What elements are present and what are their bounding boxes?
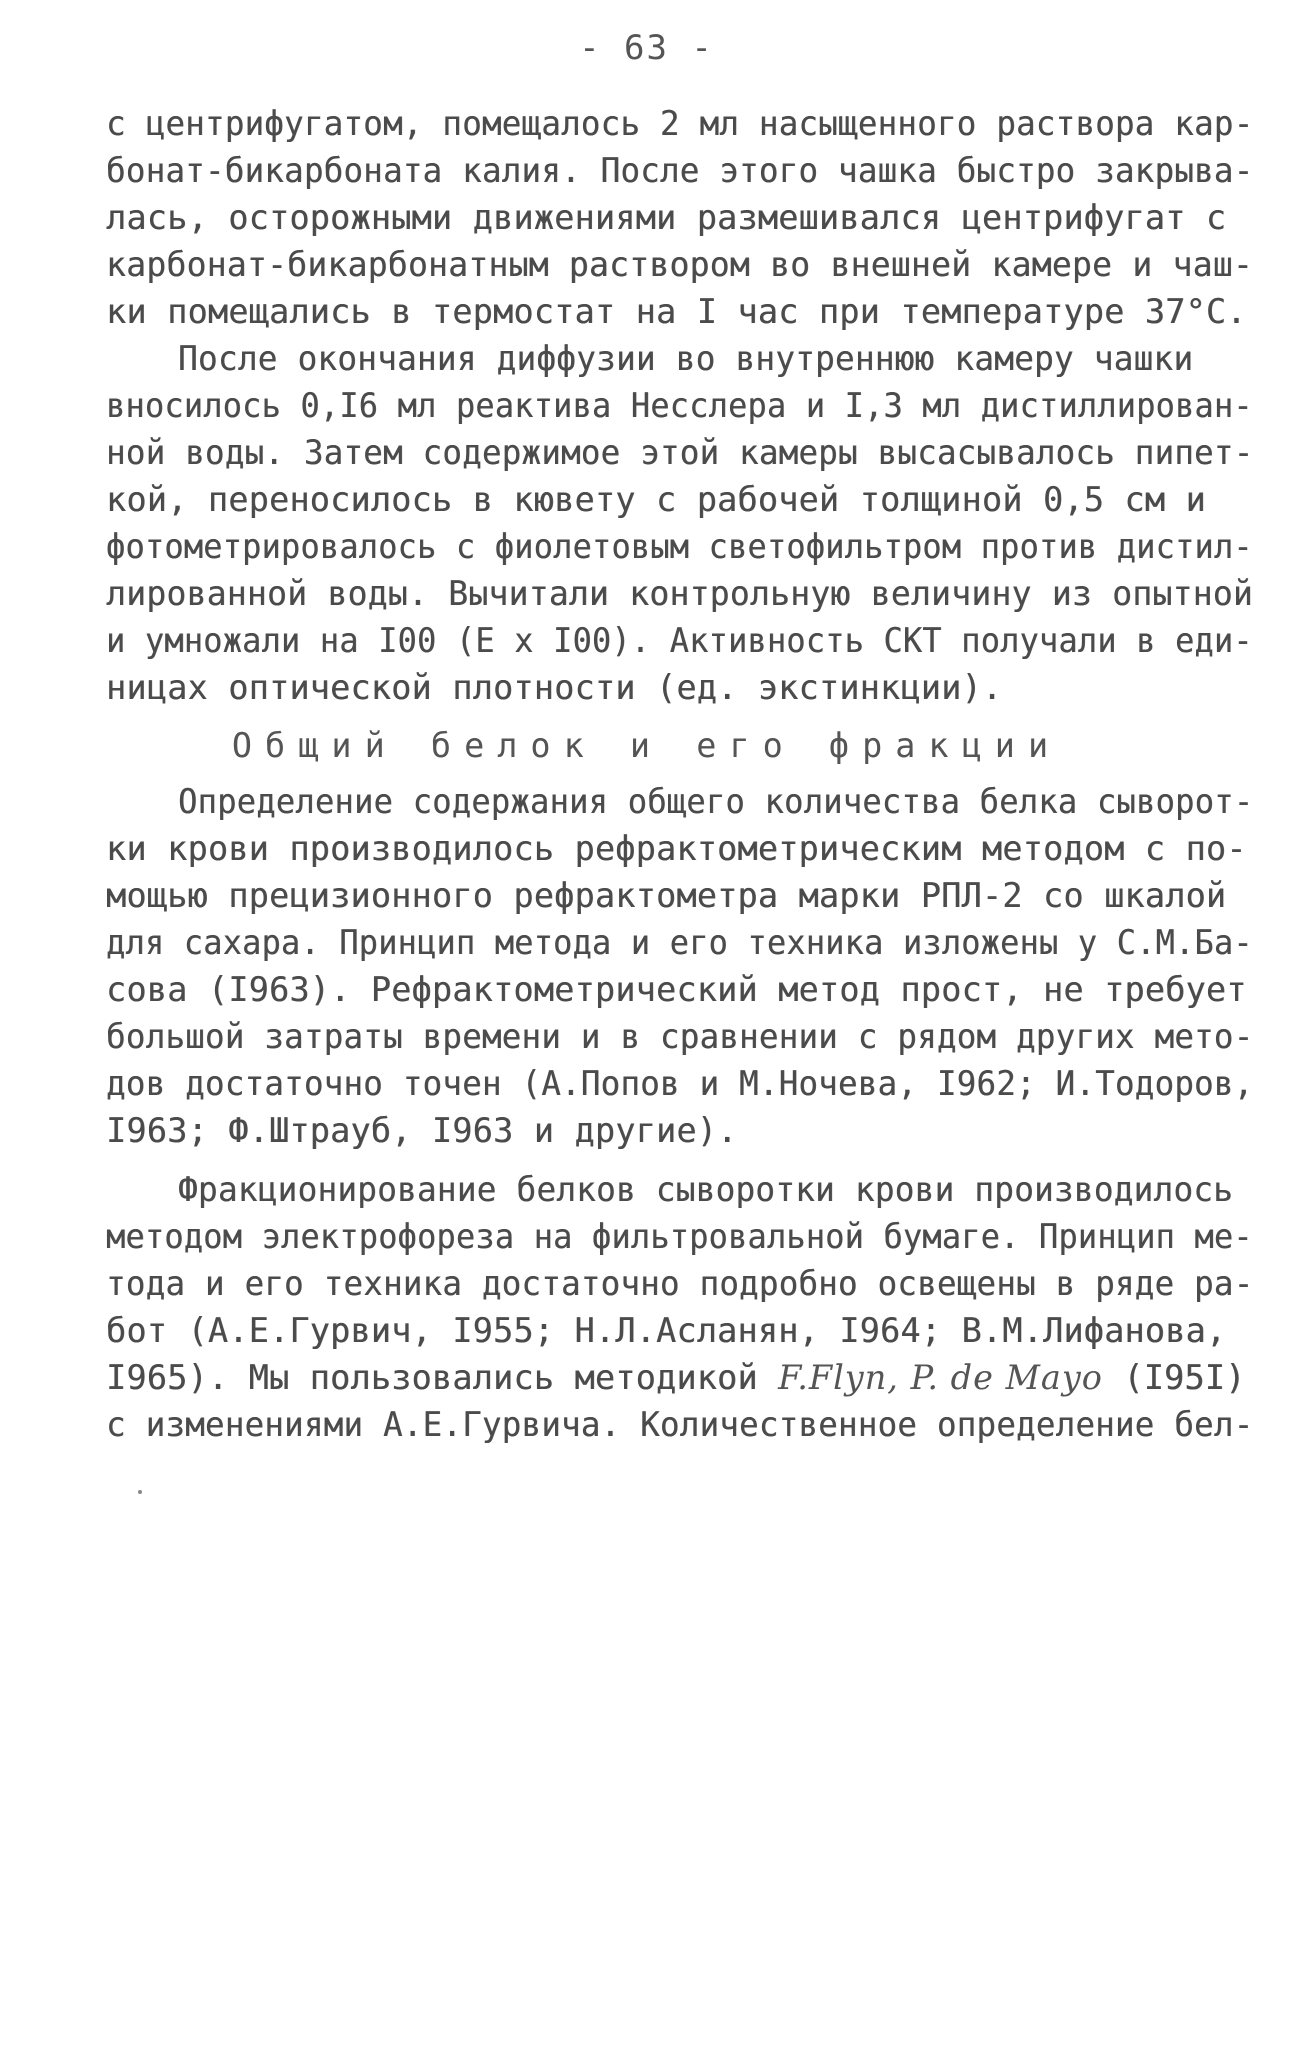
paragraph-3-line: большой затраты времени и в сравнении с рядом других мето-	[106, 1017, 1254, 1056]
paragraph-2-line: фотометрировалось с фиолетовым светофильтром против дистил-	[106, 527, 1253, 566]
paragraph-2-line: вносилось 0,I6 мл реактива Несслера и I,3 мл дистиллирован-	[106, 386, 1253, 425]
section-heading: Общий белок и его фракции	[231, 726, 1062, 765]
paragraph-2-line: ной воды. Затем содержимое этой камеры высасывалось пипет-	[106, 433, 1254, 472]
paragraph-3-line: сова (I963). Рефрактометрический метод прост, не требует	[106, 970, 1247, 1009]
paragraph-2-line: ницах оптической плотности (ед. экстинкции).	[106, 668, 1003, 707]
paragraph-1-line: бонат-бикарбоната калия. После этого чашка быстро закрыва-	[106, 151, 1254, 190]
paragraph-4-line: методом электрофореза на фильтровальной бумаге. Принцип ме-	[106, 1217, 1253, 1256]
paragraph-3-line: Определение содержания общего количества белка сыворот-	[178, 782, 1254, 821]
paragraph-1-line: карбонат-бикарбонатным раствором во внешней камере и чаш-	[106, 245, 1253, 284]
line-text-after: (I95I)	[1102, 1358, 1246, 1397]
paragraph-4-line: с изменениями А.Е.Гурвича. Количественное определение бел-	[106, 1405, 1254, 1444]
stray-dot-mark	[138, 1490, 142, 1494]
paragraph-3-line: мощью прецизионного рефрактометра марки РПЛ-2 со шкалой	[106, 876, 1227, 915]
paragraph-1-line: с центрифугатом, помещалось 2 мл насыщенного раствора кар-	[106, 104, 1254, 143]
paragraph-4-line: бот (А.Е.Гурвич, I955; Н.Л.Асланян, I964; В.М.Лифанова,	[106, 1311, 1227, 1350]
paragraph-1-line: лась, осторожными движениями размешивался центрифугат с	[106, 198, 1227, 237]
paragraph-1-line: ки помещались в термостат на I час при температуре 37°С.	[106, 292, 1247, 331]
paragraph-3-line: дов достаточно точен (А.Попов и М.Ночева, I962; И.Тодоров,	[106, 1064, 1254, 1103]
page-number: - 63 -	[579, 28, 714, 68]
paragraph-2-line: кой, переносилось в кювету с рабочей толщиной 0,5 см и	[106, 480, 1206, 519]
handwritten-author-names: F.Flyn, P. de Mayo	[778, 1358, 1103, 1397]
paragraph-2-line: лированной воды. Вычитали контрольную величину из опытной	[106, 574, 1253, 613]
paragraph-4-line-with-handwriting	[106, 1358, 1246, 1398]
paragraph-2-line: и умножали на I00 (Е х I00). Активность СКТ получали в еди-	[106, 621, 1253, 660]
paragraph-3-line: ки крови производилось рефрактометрическим методом с по-	[106, 829, 1247, 868]
paragraph-3-line: I963; Ф.Штрауб, I963 и другие).	[106, 1111, 738, 1150]
paragraph-4-line: Фракционирование белков сыворотки крови производилось	[178, 1170, 1234, 1209]
line-text-before: I965). Мы пользовались методикой	[106, 1358, 779, 1397]
paragraph-2-line: После окончания диффузии во внутреннюю камеру чашки	[178, 339, 1194, 378]
paragraph-4-line: тода и его техника достаточно подробно освещены в ряде ра-	[106, 1264, 1254, 1303]
paragraph-3-line: для сахара. Принцип метода и его техника изложены у С.М.Ба-	[106, 923, 1253, 962]
